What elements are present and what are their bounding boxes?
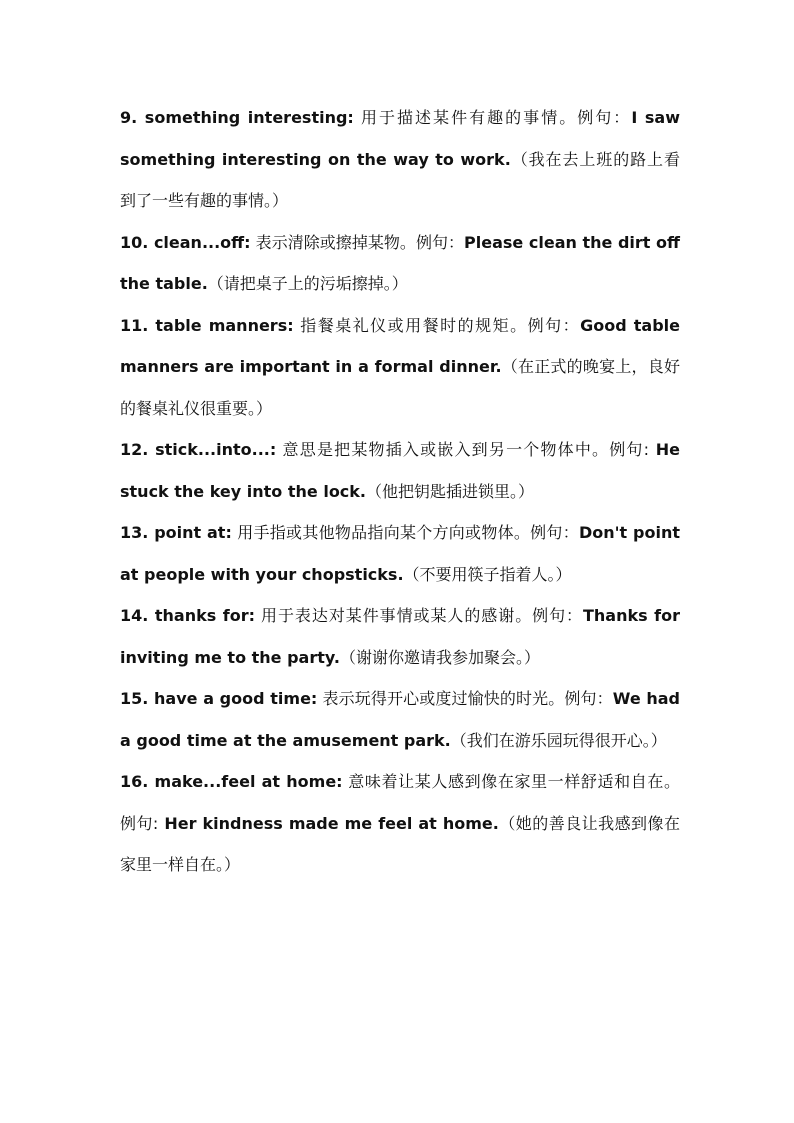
vocab-entry-16 bbox=[120, 761, 680, 886]
entry-example-en: We had a good time at the amusement park. bbox=[120, 689, 680, 750]
entry-example-zh: （我在去上班的路上看到了一些有趣的事情。） bbox=[120, 149, 680, 210]
entry-term: 16. make...feel at home: bbox=[120, 772, 343, 791]
vocab-entry-9 bbox=[120, 97, 680, 222]
vocab-entry-12 bbox=[120, 429, 680, 512]
entry-example-zh: （在正式的晚宴上，良好的餐桌礼仪很重要。） bbox=[120, 357, 680, 418]
entry-example-en: Don't point at people with your chopsticks. bbox=[120, 523, 681, 584]
entry-example-zh: （不要用筷子指着人。） bbox=[403, 564, 572, 584]
entry-term: 13. point at: bbox=[120, 523, 232, 542]
entry-term: 9. something interesting: bbox=[120, 108, 354, 127]
entry-example-en: Please clean the dirt off the table. bbox=[120, 232, 681, 293]
entry-term: 14. thanks for: bbox=[120, 606, 256, 625]
entry-example-zh: （她的善良让我感到像在家里一样自在。） bbox=[120, 813, 680, 874]
entry-definition: 表示清除或擦掉某物。例句： bbox=[250, 232, 465, 252]
entry-definition: 意思是把某物插入或嵌入到另一个物体中。例句: bbox=[276, 440, 649, 459]
entry-term: 11. table manners: bbox=[120, 315, 294, 335]
entry-example-en: He stuck the key into the lock. bbox=[120, 440, 681, 501]
entry-example-zh: （谢谢你邀请我参加聚会。） bbox=[339, 647, 540, 667]
entry-term: 12. stick...into...: bbox=[120, 440, 277, 459]
document-page bbox=[120, 97, 680, 886]
entry-example-zh: （请把桌子上的污垢擦掉。） bbox=[207, 274, 408, 293]
entry-example-en: Her kindness made me feel at home. bbox=[158, 813, 499, 833]
vocab-entry-14 bbox=[120, 595, 680, 678]
entry-example-zh: （他把钥匙插进锁里。） bbox=[366, 481, 535, 501]
entry-definition: 指餐桌礼仪或用餐时的规矩。例句： bbox=[293, 315, 581, 335]
entry-definition: 表示玩得开心或度过愉快的时光。例句： bbox=[317, 689, 613, 708]
entry-term: 10. clean...off: bbox=[120, 232, 251, 252]
entry-term: 15. have a good time: bbox=[120, 689, 318, 708]
entry-definition: 用于描述某件有趣的事情。例句： bbox=[353, 108, 632, 127]
vocab-entry-13 bbox=[120, 512, 680, 595]
vocab-entry-10 bbox=[120, 222, 680, 305]
vocab-entry-11 bbox=[120, 305, 680, 430]
entry-definition: 意味着让某人感到像在家里一样舒适和自在。例句: bbox=[120, 772, 681, 833]
entry-example-en: Good table manners are important in a formal dinner. bbox=[120, 315, 680, 376]
entry-definition: 用于表达对某件事情或某人的感谢。例句： bbox=[255, 606, 583, 625]
entry-definition: 用手指或其他物品指向某个方向或物体。例句： bbox=[231, 523, 579, 542]
entry-example-en: I saw something interesting on the way to work. bbox=[120, 108, 680, 169]
vocab-entry-15 bbox=[120, 678, 680, 761]
entry-example-en: Thanks for inviting me to the party. bbox=[120, 606, 680, 667]
entry-example-zh: （我们在游乐园玩得很开心。） bbox=[450, 730, 667, 750]
